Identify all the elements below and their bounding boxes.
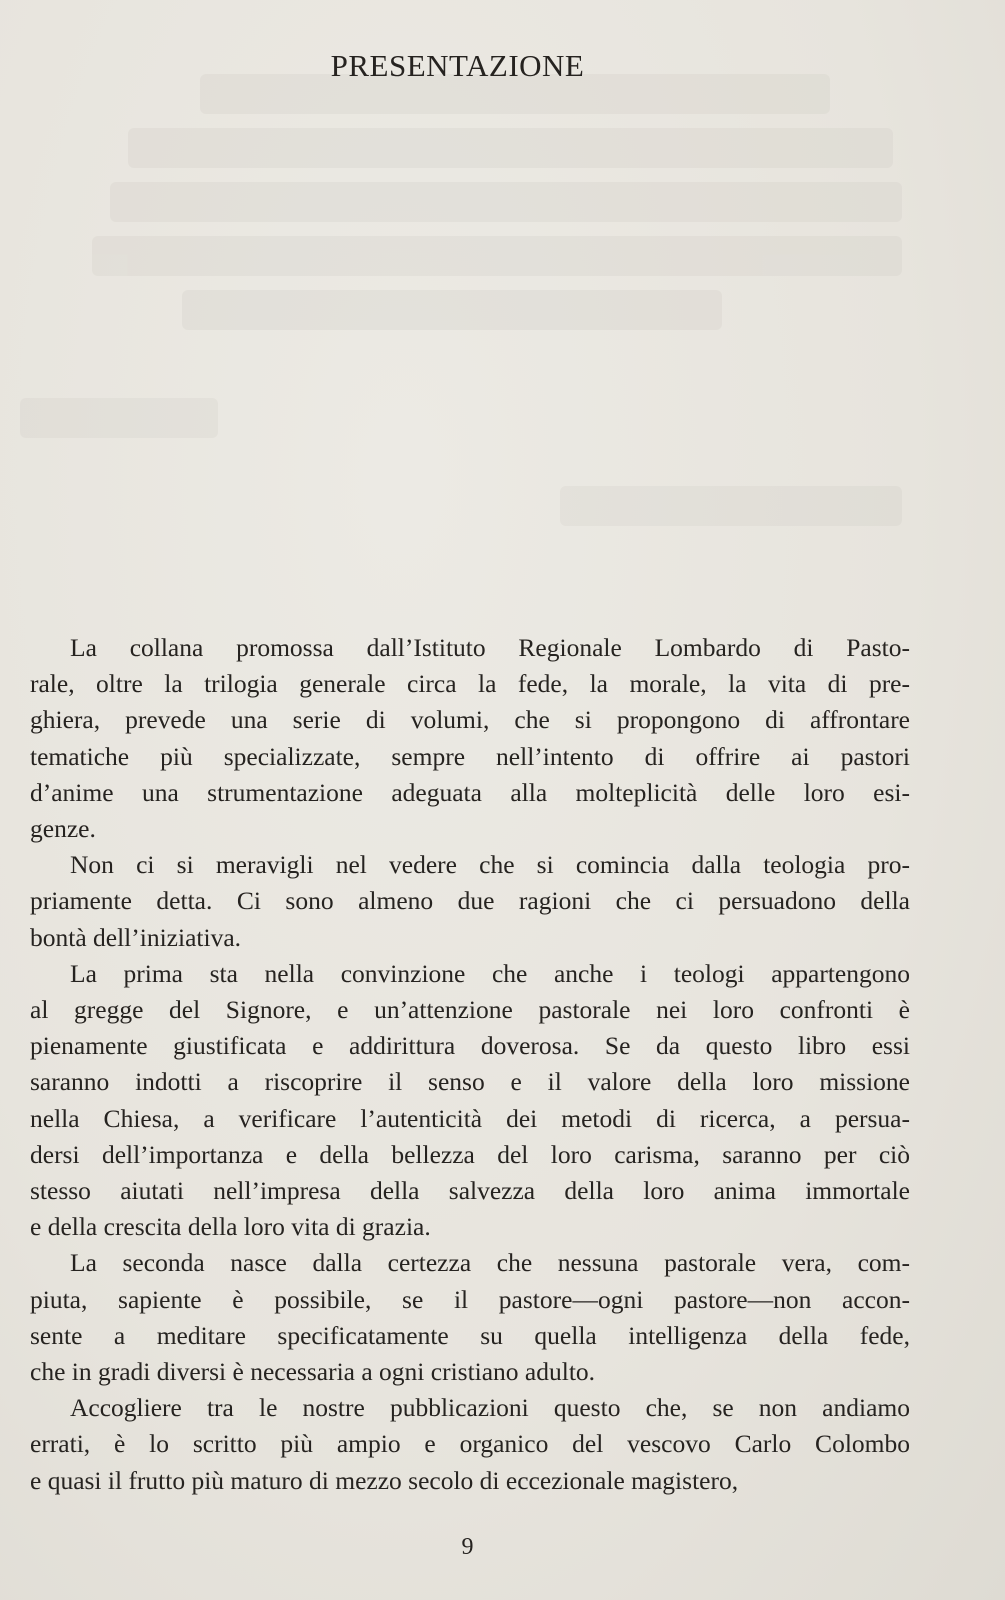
text-line: Accogliere tra le nostre pubblicazioni questo che, se non andiamo	[70, 1393, 910, 1423]
text-line: tematiche più specializzate, sempre nell’intento di offrire ai pastori	[30, 741, 910, 771]
text-line: pienamente giustificata e addirittura doverosa. Se da questo libro essi	[30, 1031, 910, 1061]
paragraph	[30, 630, 910, 847]
text-line: errati, è lo scritto più ampio e organico del vescovo Carlo Colombo	[30, 1429, 910, 1459]
page-number: 9	[461, 1534, 474, 1560]
text-line: saranno indotti a riscoprire il senso e il valore della loro missione	[30, 1067, 910, 1097]
text-line: nella Chiesa, a verificare l’autenticità dei metodi di ricerca, a persua-	[30, 1103, 910, 1133]
text-line: Non ci si meravigli nel vedere che si comincia dalla teologia pro-	[70, 850, 910, 880]
text-line: stesso aiutati nell’impresa della salvezza della loro anima immortale	[30, 1176, 910, 1206]
text-line: bontà dell’iniziativa.	[30, 922, 242, 952]
paragraph	[30, 1245, 910, 1390]
text-line: La collana promossa dall’Istituto Regionale Lombardo di Pasto-	[70, 633, 910, 662]
text-line: rale, oltre la trilogia generale circa la fede, la morale, la vita di pre-	[30, 669, 910, 699]
text-line: La prima sta nella convinzione che anche i teologi appartengono	[70, 958, 910, 988]
text-line: La seconda nasce dalla certezza che nessuna pastorale vera, com-	[70, 1248, 910, 1278]
text-line: che in gradi diversi è necessaria a ogni cristiano adulto.	[30, 1357, 596, 1387]
bleed-through-text	[20, 60, 920, 420]
text-line: genze.	[30, 814, 96, 844]
text-line: d’anime una strumentazione adeguata alla molteplicità delle loro esi-	[30, 777, 910, 807]
text-line: dersi dell’importanza e della bellezza del loro carisma, saranno per ciò	[30, 1139, 910, 1169]
paragraph	[30, 956, 910, 1246]
text-line: piuta, sapiente è possibile, se il pastore—ogni pastore—non accon-	[30, 1284, 910, 1314]
page-title: PRESENTAZIONE	[330, 48, 585, 83]
text-line: sente a meditare specificatamente su quella intelligenza della fede,	[30, 1320, 910, 1350]
text-line: ghiera, prevede una serie di volumi, che si propongono di affrontare	[30, 705, 910, 735]
text-line: e della crescita della loro vita di grazia.	[30, 1212, 431, 1242]
body-text	[30, 630, 910, 1499]
paragraph	[30, 1390, 910, 1499]
text-line: priamente detta. Ci sono almeno due ragioni che ci persuadono della	[30, 886, 910, 916]
text-line: e quasi il frutto più maturo di mezzo secolo di eccezionale magistero,	[30, 1465, 739, 1495]
paragraph	[30, 847, 910, 956]
text-line: al gregge del Signore, e un’attenzione pastorale nei loro confronti è	[30, 995, 910, 1025]
